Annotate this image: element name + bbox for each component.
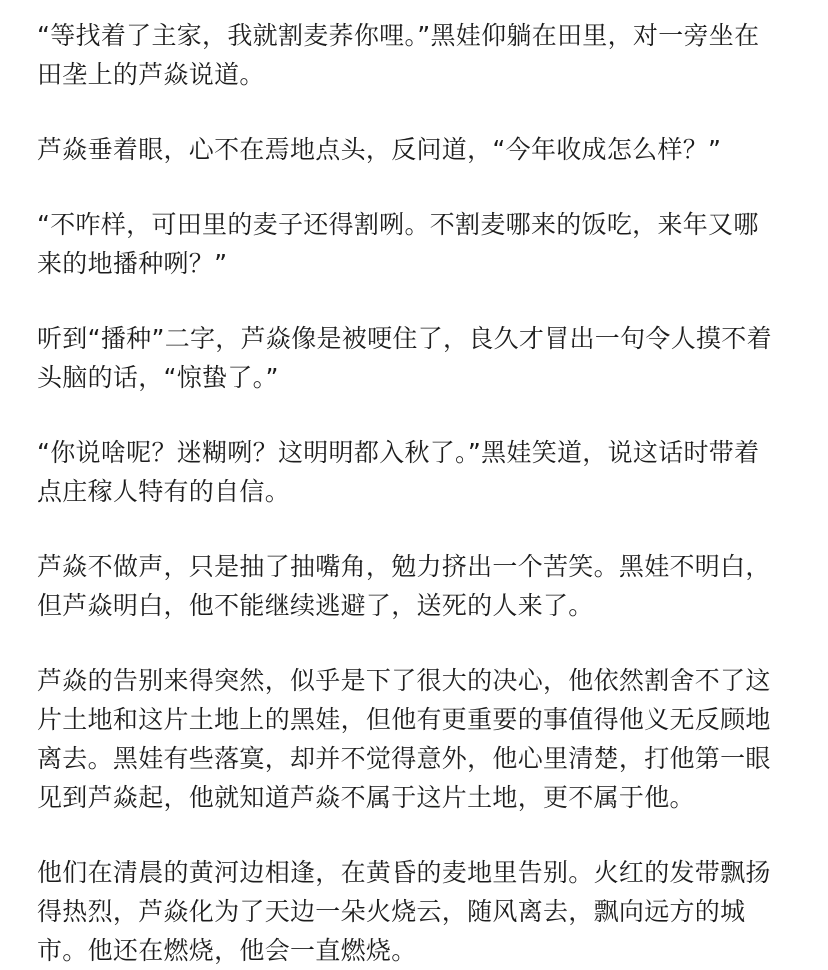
paragraph — [37, 853, 794, 970]
text-line: 片土地和这片土地上的黑娃，但他有更重要的事值得他义无反顾地 — [37, 705, 771, 734]
text-line: 头脑的话，“惊蛰了。” — [37, 363, 279, 392]
text-line: “你说啥呢？迷糊咧？这明明都入秋了。”黑娃笑道，说这话时带着 — [37, 438, 760, 467]
text-line: “等找着了主家，我就割麦荞你哩。”黑娃仰躺在田里，对一旁坐在 — [37, 21, 760, 50]
text-line: 但芦焱明白，他不能继续逃避了，送死的人来了。 — [37, 591, 594, 620]
text-line: 芦焱垂着眼，心不在焉地点头，反问道，“今年收成怎么样？” — [37, 135, 722, 164]
text-line: 芦焱不做声，只是抽了抽嘴角，勉力挤出一个苦笑。黑娃不明白， — [37, 552, 771, 581]
paragraph — [37, 130, 794, 169]
text-line: 听到“播种”二字，芦焱像是被哽住了，良久才冒出一句令人摸不着 — [37, 324, 772, 353]
text-line: 芦焱的告别来得突然，似乎是下了很大的决心，他依然割舍不了这 — [37, 666, 771, 695]
paragraph — [37, 16, 794, 94]
text-line: 点庄稼人特有的自信。 — [37, 477, 291, 506]
text-line: 得热烈，芦焱化为了天边一朵火烧云，随风离去，飘向远方的城 — [37, 897, 746, 926]
text-line: 来的地播种咧？” — [37, 249, 228, 278]
paragraph — [37, 661, 794, 817]
text-line: 田垄上的芦焱说道。 — [37, 60, 265, 89]
text-line: 离去。黑娃有些落寞，却并不觉得意外，他心里清楚，打他第一眼 — [37, 744, 771, 773]
paragraph — [37, 319, 794, 397]
text-line: “不咋样，可田里的麦子还得割咧。不割麦哪来的饭吃，来年又哪 — [37, 210, 759, 239]
text-line: 他们在清晨的黄河边相逢，在黄昏的麦地里告别。火红的发带飘扬 — [37, 858, 771, 887]
paragraph — [37, 547, 794, 625]
paragraph — [37, 433, 794, 511]
paragraph — [37, 205, 794, 283]
text-line: 市。他还在燃烧，他会一直燃烧。 — [37, 936, 417, 965]
text-line: 见到芦焱起，他就知道芦焱不属于这片土地，更不属于他。 — [37, 783, 695, 812]
